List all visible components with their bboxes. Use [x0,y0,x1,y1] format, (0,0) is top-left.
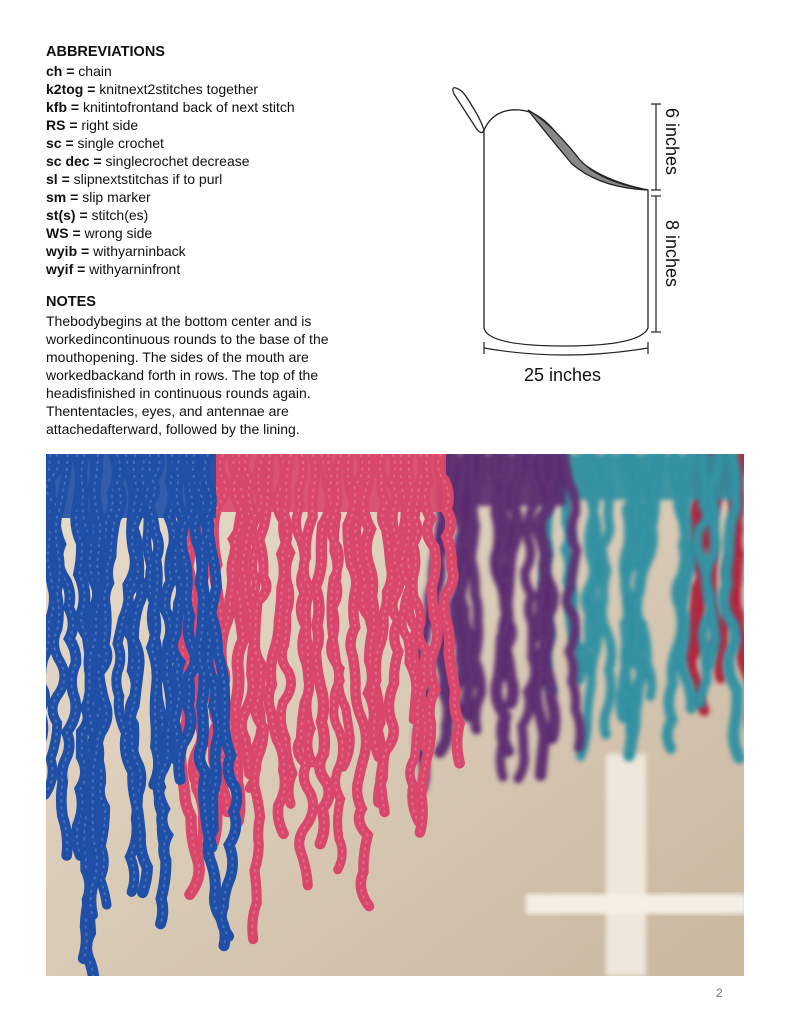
abbreviation-item [46,98,426,116]
abbreviations-list [46,62,426,278]
abbreviation-item [46,170,426,188]
body-shape-diagram [440,78,700,388]
abbreviation-item [46,206,426,224]
side-dimension-label: 8 inches [662,220,682,288]
bottom-dimension-label: 25 inches [524,365,602,385]
abbreviations-heading: ABBREVIATIONS [46,44,165,60]
abbreviation-term: sc = [46,135,74,151]
abbreviation-term: sm = [46,189,79,205]
abbreviation-definition: chain [74,63,112,79]
abbreviation-term: wyif = [46,261,86,277]
abbreviation-item [46,188,426,206]
top-dimension-label: 6 inches [662,108,682,176]
abbreviation-item [46,224,426,242]
diagram-svg [440,78,700,388]
abbreviation-definition: slipnextstitchas if to purl [69,171,223,187]
notes-heading: NOTES [46,294,96,310]
abbreviation-definition: singlecrochet decrease [101,153,250,169]
abbreviation-item [46,242,426,260]
abbreviation-definition: knitnext2stitches together [95,81,259,97]
abbreviation-term: kfb = [46,99,80,115]
abbreviation-definition: slip marker [78,189,151,205]
abbreviation-term: sc dec = [46,153,102,169]
bottom-dimension-arc [484,348,648,355]
abbreviation-definition: wrong side [80,225,153,241]
abbreviation-definition: withyarninfront [85,261,181,277]
page-number: 2 [716,986,723,1000]
abbreviation-term: wyib = [46,243,90,259]
abbreviation-term: k2tog = [46,81,96,97]
abbreviation-item [46,116,426,134]
abbreviation-definition: right side [77,117,139,133]
notes-paragraph: Thebodybegins at the bottom center and is workedincontinuous rounds to the base of the mouthopening. The sides of the mouth are workedbackand forth in rows. The top of the headisfinished in continuous rounds again. Thententacles, eyes, and antennae are attachedafterward, followed by the lining. [46,313,329,437]
abbreviation-term: st(s) = [46,207,88,223]
abbreviation-item [46,80,426,98]
abbreviation-definition: single crochet [73,135,164,151]
abbreviation-item [46,260,426,278]
abbreviation-term: WS = [46,225,81,241]
abbreviation-item [46,62,426,80]
abbreviation-term: ch = [46,63,75,79]
abbreviation-term: sl = [46,171,70,187]
abbreviation-term: RS = [46,117,78,133]
abbreviation-item [46,152,426,170]
abbreviation-definition: withyarninback [89,243,186,259]
abbreviation-definition: stitch(es) [87,207,149,223]
antenna-loop [453,88,484,133]
yarn-tentacles-photo [46,454,744,976]
abbreviation-definition: knitintofrontand back of next stitch [79,99,295,115]
abbreviation-item [46,134,426,152]
photo-illustration [46,454,744,976]
